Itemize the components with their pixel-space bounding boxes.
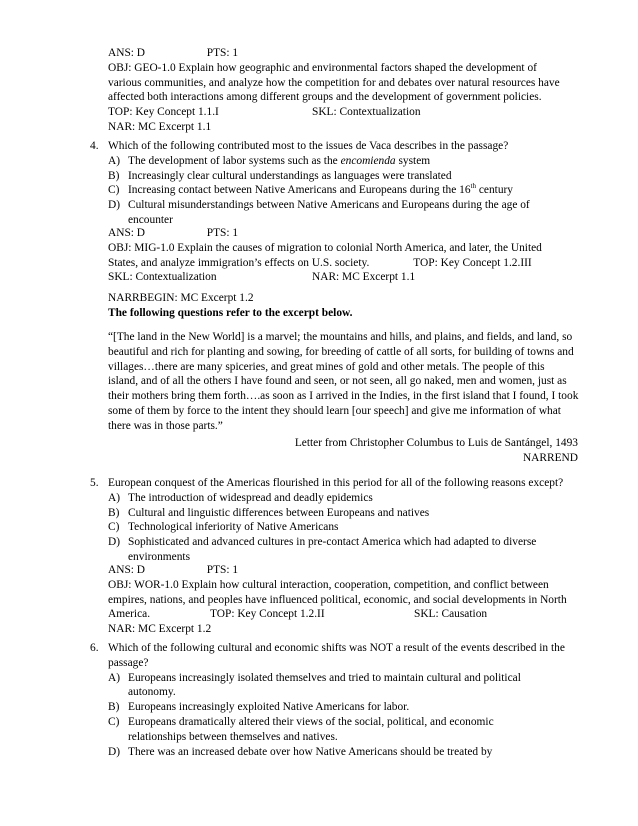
option-a: A) Europeans increasingly isolated themselves and tried to maintain cultural and political autonomy. (108, 671, 521, 699)
objective-line: OBJ: WOR-1.0 Explain how cultural interaction, cooperation, competition, and conflict between (108, 578, 549, 591)
question-number: 5. (90, 477, 99, 489)
narr-end: NARREND (522, 451, 578, 464)
question-number: 6. (90, 642, 99, 654)
question-5 (90, 476, 580, 565)
objective-line: affected both interactions among different groups and the development of government policies. (108, 91, 542, 104)
answer-block-top (108, 46, 578, 135)
option-b: B) Increasingly clear cultural understandings as languages were translated (108, 169, 452, 182)
points: PTS: 1 (206, 227, 239, 239)
question-text: Which of the following cultural and economic shifts was NOT a result of the events described in the (108, 642, 565, 654)
question-4 (90, 139, 580, 228)
answer-block-q5 (108, 563, 578, 637)
option-c: C) Technological inferiority of Native Americans (108, 521, 339, 534)
topic: TOP: Key Concept 1.2.II (210, 608, 325, 621)
objective-line: America. (108, 608, 151, 621)
answer-key: ANS: D (108, 564, 146, 576)
narrative-ref: NAR: MC Excerpt 1.1 (312, 271, 416, 284)
points: PTS: 1 (206, 47, 239, 59)
answer-key: ANS: D (108, 47, 146, 59)
quote-block: “[The land in the New World] is a marvel; the mountains and hills, and plains, and fields, and land, so beautiful and rich for planting and sowing, for breeding of cattle of all sorts, for building of towns and villages…there are many spiceries, and great mines of gold and other metals. The people of this island, and of all the others I have found and seen, or not seen, all go naked, men and women, just as their mothers bring them forth….as soon as I arrived in the Indies, in the first island that I found, I took some of them by force to the intent they should learn [our speech] and give me information of what there was in those parts.” (108, 331, 579, 432)
question-text: Which of the following contributed most to the issues de Vaca describes in the passage? (108, 140, 509, 152)
narr-heading: The following questions refer to the excerpt below. (108, 306, 353, 319)
citation-block (108, 436, 578, 466)
option-c: C) Europeans dramatically altered their views of the social, political, and economic relationships between themselves and natives. (108, 715, 494, 743)
citation: Letter from Christopher Columbus to Luis de Santángel, 1493 (294, 437, 578, 449)
topic: TOP: Key Concept 1.1.I (108, 106, 219, 119)
points: PTS: 1 (206, 564, 239, 576)
objective-line: OBJ: MIG-1.0 Explain the causes of migration to colonial North America, and later, the United (108, 241, 542, 254)
question-6 (90, 641, 580, 759)
question-number: 4. (90, 140, 99, 152)
objective-line: empires, nations, and peoples have influenced political, economic, and social developments in North (108, 593, 567, 606)
question-text: passage? (108, 656, 149, 669)
answer-key: ANS: D (108, 227, 146, 239)
answer-block-q4 (108, 226, 578, 285)
option-a: A) The development of labor systems such as the encomienda system (108, 154, 431, 167)
option-c: C) Increasing contact between Native Americans and Europeans during the 16th century (108, 182, 514, 197)
objective-line: OBJ: GEO-1.0 Explain how geographic and environmental factors shaped the development of (108, 61, 537, 74)
narrative-ref: NAR: MC Excerpt 1.1 (108, 120, 212, 133)
narrative-ref: NAR: MC Excerpt 1.2 (108, 623, 212, 636)
option-d: D) Sophisticated and advanced cultures in pre-contact America which had adapted to diverse environments (108, 536, 537, 563)
option-d: D) Cultural misunderstandings between Native Americans and Europeans during the age of encounter (108, 199, 530, 226)
option-b: B) Cultural and linguistic differences between Europeans and natives (108, 506, 430, 519)
option-a: A) The introduction of widespread and deadly epidemics (108, 491, 373, 504)
skill: SKL: Causation (414, 608, 488, 621)
objective-line: States, and analyze immigration’s effects on U.S. society. (108, 256, 370, 269)
skill: SKL: Contextualization (108, 271, 217, 284)
objective-line: various communities, and analyze how the competition for and debates over natural resources have (108, 76, 560, 89)
option-b: B) Europeans increasingly exploited Native Americans for labor. (108, 701, 410, 714)
topic: TOP: Key Concept 1.2.III (413, 256, 532, 269)
skill: SKL: Contextualization (312, 106, 421, 119)
question-text: European conquest of the Americas flourished in this period for all of the following reasons except? (108, 477, 564, 489)
option-d: D) There was an increased debate over how Native Americans should be treated by (108, 745, 493, 758)
narrative-excerpt (108, 291, 578, 321)
narr-begin: NARRBEGIN: MC Excerpt 1.2 (108, 292, 254, 304)
